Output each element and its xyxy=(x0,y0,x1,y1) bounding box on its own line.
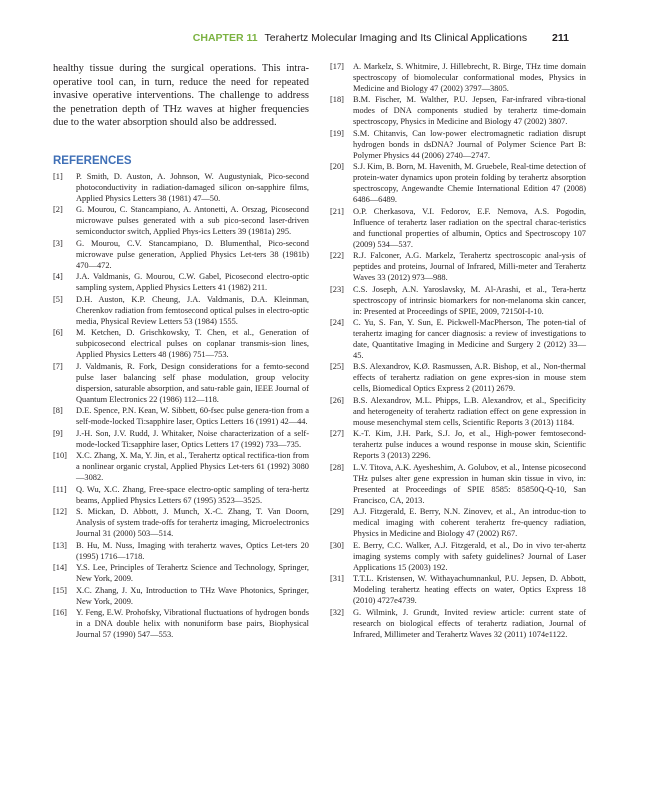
reference-text: D.H. Auston, K.P. Cheung, J.A. Valdmanis, D.A. Kleinman, Cherenkov radiation from femtosecond optical pulses in electro-optic media, Physical Review Letters 53 (1984) 1555. xyxy=(76,294,309,326)
reference-number: [13] xyxy=(53,540,67,550)
reference-entry xyxy=(53,239,309,272)
reference-text: S.M. Chitanvis, Can low-power electromagnetic radiation disrupt hydrogen bonds in dsDNA? Journal of Polymer Science Part B: Polymer Physics 44 (2006) 2740—2747. xyxy=(353,128,586,160)
reference-number: [25] xyxy=(330,362,344,372)
reference-text: S.J. Kim, B. Born, M. Havenith, M. Gruebele, Real-time detection of protein-water dynamics upon protein folding by terahertz absorption spectroscopy, Angewandte Chemie International Edition 47 (2008) 6486—6489. xyxy=(353,162,586,205)
reference-entry xyxy=(53,406,309,428)
reference-entry xyxy=(330,62,586,95)
reference-text: S. Mickan, D. Abbott, J. Munch, X.-C. Zhang, T. Van Doorn, Analysis of system trade-offs for terahertz imaging, Microelectronics Journal 31 (2000) 503—514. xyxy=(76,507,309,538)
reference-entry xyxy=(330,129,586,162)
reference-text: M. Ketchen, D. Grischkowsky, T. Chen, et al., Generation of subpicosecond electrical pulses on coplanar transmis-sion lines, Applied Physics Letters 48 (1986) 751—753. xyxy=(76,328,309,360)
right-reference-list xyxy=(330,62,586,640)
reference-number: [26] xyxy=(330,395,344,405)
reference-text: Y. Feng, E.W. Prohofsky, Vibrational fluctuations of hydrogen bonds in a DNA double helix with nonuniform base pairs, Biophysical Journal 57 (1990) 547—553. xyxy=(76,608,309,639)
reference-text: E. Berry, C.C. Walker, A.J. Fitzgerald, et al., Do in vivo ter-ahertz imaging systems comply with safety guidelines? Journal of Laser Applications 15 (2003) 192. xyxy=(353,540,586,572)
reference-entry xyxy=(330,162,586,206)
reference-number: [32] xyxy=(330,607,344,617)
reference-number: [27] xyxy=(330,429,344,439)
reference-entry xyxy=(53,272,309,294)
reference-text: B.S. Alexandrov, M.L. Phipps, L.B. Alexandrov, et al., Specificity and heterogeneity of terahertz radiation effect on gene expression in mouse mesenchymal stem cells, Scientific Reports 3 (2013) 1184. xyxy=(353,395,586,427)
reference-text: P. Smith, D. Auston, A. Johnson, W. Augustyniak, Pico-second photoconductivity in radiation-damaged silicon on-sapphire films, Applied Physics Letters 38 (1981) 47—50. xyxy=(76,171,309,203)
reference-entry xyxy=(330,463,586,507)
reference-number: [15] xyxy=(53,585,67,595)
reference-text: B.M. Fischer, M. Walther, P.U. Jepsen, Far-infrared vibra-tional modes of DNA components studied by terahertz time-domain spectroscopy, Physics in Medicine and Biology 47 (2002) 3807. xyxy=(353,95,586,127)
reference-number: [3] xyxy=(53,238,63,248)
reference-number: [12] xyxy=(53,507,67,517)
reference-number: [22] xyxy=(330,251,344,261)
reference-text: G. Mourou, C. Stancampiano, A. Antonetti, A. Orszag, Picosecond microwave pulses generated with a sub pico-second laser-driven semiconductor switch, Applied Phys-ics Letters 39 (1981a) 295. xyxy=(76,205,309,237)
reference-number: [30] xyxy=(330,540,344,550)
reference-entry xyxy=(53,485,309,507)
chapter-label: CHAPTER 11 xyxy=(192,32,258,44)
reference-text: R.J. Falconer, A.G. Markelz, Terahertz spectroscopic anal-ysis of peptides and proteins, Journal of Infrared, Milli-meter and Terahertz Waves 33 (2012) 973—988. xyxy=(353,251,586,283)
reference-text: X.C. Zhang, X. Ma, Y. Jin, et al., Terahertz optical rectifica-tion from a nonlinear organic crystal, Applied Physics Let-ters 61 (1992) 3080—3082. xyxy=(76,451,309,483)
reference-text: Q. Wu, X.C. Zhang, Free-space electro-optic sampling of tera-hertz beams, Applied Physics Letters 67 (1995) 3523—3525. xyxy=(76,484,309,505)
reference-entry xyxy=(330,362,586,395)
reference-text: A. Markelz, S. Whitmire, J. Hillebrecht, R. Birge, THz time domain spectroscopy of biomolecular conformational modes, Physics in Medicine and Biology 47 (2002) 3797—3805. xyxy=(353,62,586,93)
left-reference-list xyxy=(53,172,309,641)
references-heading: REFERENCES xyxy=(53,154,132,167)
reference-text: A.J. Fitzgerald, E. Berry, N.N. Zinovev, et al., An introduc-tion to medical imaging with coherent terahertz fre-quency radiation, Physics in Medicine and Biology 47 (2002) R67. xyxy=(353,507,586,539)
reference-text: Y.S. Lee, Principles of Terahertz Science and Technology, Springer, New York, 2009. xyxy=(76,563,309,583)
reference-text: J.-H. Son, J.V. Rudd, J. Whitaker, Noise characterization of a self-mode-locked Ti:sapphire laser, Optics Letters 17 (1992) 733—735. xyxy=(76,428,309,449)
reference-number: [28] xyxy=(330,462,344,472)
reference-entry xyxy=(330,318,586,362)
reference-text: B. Hu, M. Nuss, Imaging with terahertz waves, Optics Let-ters 20 (1995) 1716—1718. xyxy=(76,540,309,561)
reference-text: B.S. Alexandrov, K.Ø. Rasmussen, A.R. Bishop, et al., Non-thermal effects of terahertz radiation on gene expres-sion in mouse stem cells, Biomedical Optics Express 2 (2011) 2679. xyxy=(353,362,586,394)
reference-number: [11] xyxy=(53,484,67,494)
intro-paragraph: healthy tissue during the surgical operations. This intra-operative tool can, in turn, reduce the need for repeated invasive operative interventions. The challenge to address the penetration depth of THz waves at higher frequencies due to the water absorption should also be addressed. xyxy=(53,63,309,129)
reference-number: [6] xyxy=(53,328,63,338)
reference-entry xyxy=(53,608,309,641)
reference-text: J.A. Valdmanis, G. Mourou, C.W. Gabel, Picosecond electro-optic sampling system, Applied Physics Letters 41 (1982) 211. xyxy=(76,272,309,293)
reference-entry xyxy=(330,574,586,607)
reference-entry xyxy=(53,429,309,451)
reference-entry xyxy=(53,541,309,563)
reference-entry xyxy=(330,608,586,641)
reference-entry xyxy=(53,507,309,540)
reference-entry xyxy=(330,396,586,429)
reference-text: K.-T. Kim, J.H. Park, S.J. Jo, et al., High-power femtosecond-terahertz pulse induces a wound response in mouse skin, Scientific Reports 3 (2013) 2296. xyxy=(353,429,586,461)
reference-entry xyxy=(53,295,309,328)
chapter-title: Terahertz Molecular Imaging and Its Clinical Applications xyxy=(264,32,528,44)
reference-entry xyxy=(330,507,586,540)
reference-number: [23] xyxy=(330,284,344,294)
reference-entry xyxy=(330,285,586,318)
reference-entry xyxy=(53,362,309,406)
reference-text: D.E. Spence, P.N. Kean, W. Sibbett, 60-fsec pulse genera-tion from a self-mode-locked Ti:sapphire laser, Optics Letters 16 (1991) 42—44. xyxy=(76,406,309,427)
reference-number: [16] xyxy=(53,608,67,618)
reference-text: G. Wilmink, J. Grundt, Invited review article: current state of research on biological effects of terahertz radiation, Journal of Infrared, Millimeter and Terahertz Waves 32 (2011) 1074e1122. xyxy=(353,607,586,639)
page-number: 211 xyxy=(552,32,569,44)
reference-number: [10] xyxy=(53,451,67,461)
reference-number: [9] xyxy=(53,428,63,438)
reference-number: [20] xyxy=(330,162,344,172)
reference-number: [14] xyxy=(53,563,67,573)
reference-number: [7] xyxy=(53,361,63,371)
reference-number: [17] xyxy=(330,62,344,71)
reference-entry xyxy=(53,451,309,484)
reference-number: [4] xyxy=(53,272,63,282)
reference-number: [8] xyxy=(53,406,63,416)
running-header xyxy=(0,32,569,44)
reference-entry xyxy=(330,95,586,128)
reference-number: [5] xyxy=(53,294,63,304)
reference-text: O.P. Cherkasova, V.I. Fedorov, E.F. Nemova, A.S. Pogodin, Influence of terahertz laser radiation on the spectral charac-teristics and functional properties of albumin, Optics and Spectroscopy 107 (2009) 534—537. xyxy=(353,206,586,249)
reference-number: [1] xyxy=(53,171,63,181)
reference-number: [19] xyxy=(330,128,344,138)
reference-text: X.C. Zhang, J. Xu, Introduction to THz Wave Photonics, Springer, New York, 2009. xyxy=(76,585,309,606)
reference-text: J. Valdmanis, R. Fork, Design considerations for a femto-second pulse laser balancing self phase modulation, group velocity dispersion, saturable absorption, and satu-rable gain, IEEE Journal of Quantum Electronics 22 (1986) 112—118. xyxy=(76,361,309,404)
reference-text: C.S. Joseph, A.N. Yaroslavsky, M. Al-Arashi, et al., Tera-hertz spectroscopy of intrinsic biomarkers for non-melanoma skin cancer, in: Presented at Proceedings of SPIE, 2009, 72150I-I-10. xyxy=(353,284,586,316)
left-column xyxy=(53,62,309,642)
reference-number: [29] xyxy=(330,507,344,517)
right-column xyxy=(330,62,586,641)
reference-number: [2] xyxy=(53,205,63,215)
reference-entry xyxy=(53,172,309,205)
reference-text: G. Mourou, C.V. Stancampiano, D. Blumenthal, Pico-second microwave pulse generation, Applied Physics Let-ters 38 (1981b) 470—472. xyxy=(76,238,309,270)
reference-entry xyxy=(330,429,586,462)
reference-number: [31] xyxy=(330,574,344,584)
reference-number: [21] xyxy=(330,206,344,216)
reference-entry xyxy=(53,205,309,238)
reference-entry xyxy=(53,586,309,608)
reference-text: L.V. Titova, A.K. Ayesheshim, A. Golubov, et al., Intense picosecond THz pulses alter gene expression in human skin tissue in vivo, in: Presented at Proceedings of SPIE 8585: 85850Q-Q-10, San Francisco, CA, 2013. xyxy=(353,462,586,505)
reference-number: [24] xyxy=(330,318,344,328)
reference-entry xyxy=(330,207,586,251)
reference-number: [18] xyxy=(330,95,344,105)
reference-entry xyxy=(330,541,586,574)
reference-entry xyxy=(53,328,309,361)
reference-text: C. Yu, S. Fan, Y. Sun, E. Pickwell-MacPherson, The poten-tial of terahertz imaging for cancer diagnosis: a review of investigations to date, Quantitative Imaging in Medicine and Surgery 2 (2012) 33—45. xyxy=(353,318,586,360)
reference-text: T.T.L. Kristensen, W. Withayachumnankul, P.U. Jepsen, D. Abbott, Modeling terahertz heating effects on water, Optics Express 18 (2010) 4727e4739. xyxy=(353,574,586,606)
reference-entry xyxy=(53,563,309,585)
reference-entry xyxy=(330,251,586,284)
